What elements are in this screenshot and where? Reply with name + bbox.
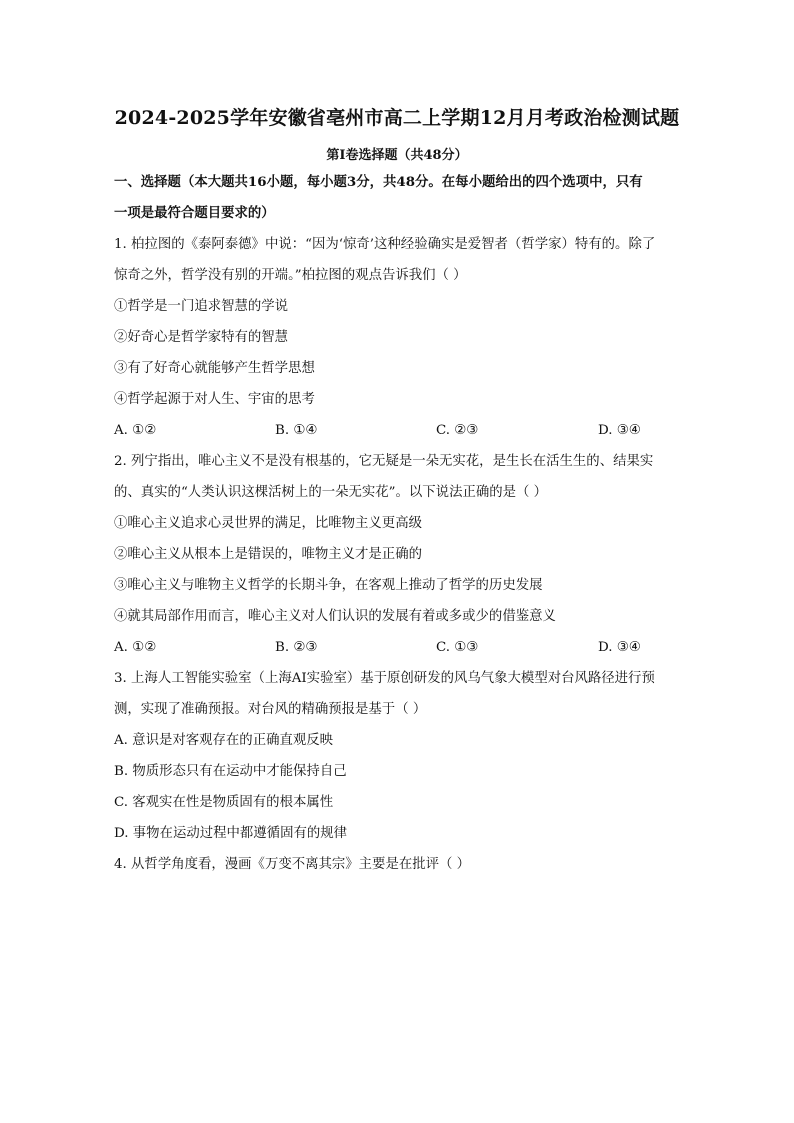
q1-stem-line-1: 1. 柏拉图的《泰阿泰德》中说：“因为‘惊奇’这种经验确实是爱智者（哲学家）特有的。除了 <box>114 237 656 252</box>
q2-stem-line-1: 2. 列宁指出，唯心主义不是没有根基的，它无疑是一朵无实花，是生长在活生生的、结果实 <box>114 454 654 469</box>
q2-statement-4: ④就其局部作用而言，唯心主义对人们认识的发展有着或多或少的借鉴意义 <box>114 609 556 624</box>
q1-option-a: A. ①② <box>114 423 157 438</box>
section-subtitle: 第I卷选择题（共48分） <box>326 148 468 163</box>
page-title: 2024-2025学年安徽省亳州市高二上学期12月月考政治检测试题 <box>114 107 680 129</box>
q2-option-d: D. ③④ <box>598 640 641 655</box>
q3-stem-line-1: 3. 上海人工智能实验室（上海AI实验室）基于原创研发的风乌气象大模型对台风路径进行预 <box>114 671 655 686</box>
q4-stem-line-1: 4. 从哲学角度看，漫画《万变不离其宗》主要是在批评（ ） <box>114 857 471 872</box>
q1-statement-3: ③有了好奇心就能够产生哲学思想 <box>114 361 315 376</box>
section-instruction-line-2: 一项是最符合题目要求的） <box>114 205 275 221</box>
q2-option-c: C. ①③ <box>436 640 479 655</box>
q2-statement-1: ①唯心主义追求心灵世界的满足，比唯物主义更高级 <box>114 516 422 531</box>
q1-option-b: B. ①④ <box>275 423 318 438</box>
q2-statement-2: ②唯心主义从根本上是错误的，唯物主义才是正确的 <box>114 547 422 562</box>
q2-option-a: A. ①② <box>114 640 157 655</box>
q3-option-d: D. 事物在运动过程中都遵循固有的规律 <box>114 826 348 841</box>
q2-statement-3: ③唯心主义与唯物主义哲学的长期斗争，在客观上推动了哲学的历史发展 <box>114 578 543 593</box>
q1-statement-4: ④哲学起源于对人生、宇宙的思考 <box>114 392 315 407</box>
q2-stem-line-2: 的、真实的“人类认识这棵活树上的一朵无实花”。以下说法正确的是（ ） <box>114 485 548 500</box>
q1-statement-2: ②好奇心是哲学家特有的智慧 <box>114 330 289 345</box>
section-instruction-line-1: 一、选择题（本大题共16小题，每小题3分，共48分。在每小题给出的四个选项中，只有 <box>114 174 643 190</box>
q3-option-c: C. 客观实在性是物质固有的根本属性 <box>114 795 334 810</box>
q2-option-b: B. ②③ <box>275 640 318 655</box>
q3-option-a: A. 意识是对客观存在的正确直观反映 <box>114 733 334 748</box>
q1-option-d: D. ③④ <box>598 423 641 438</box>
q1-statement-1: ①哲学是一门追求智慧的学说 <box>114 299 289 314</box>
q3-stem-line-2: 测，实现了准确预报。对台风的精确预报是基于（ ） <box>114 702 427 717</box>
q3-option-b: B. 物质形态只有在运动中才能保持自己 <box>114 764 347 779</box>
q1-option-c: C. ②③ <box>436 423 479 438</box>
q1-stem-line-2: 惊奇之外，哲学没有别的开端。”柏拉图的观点告诉我们（ ） <box>114 268 467 283</box>
